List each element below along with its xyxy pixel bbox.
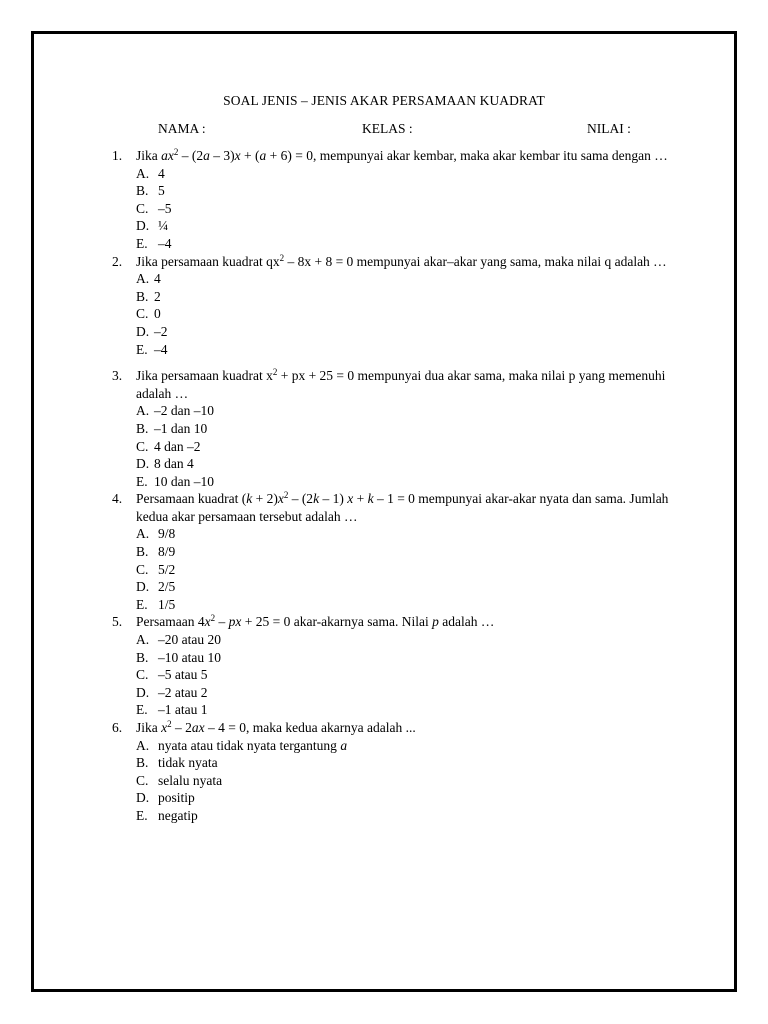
score-field-label: NILAI : [587, 121, 631, 136]
question-stem: Persamaan kuadrat $(k + 2)x^2 - (2k - 1)$ x + k – 1 = 0 mempunyai akar-akar nyata dan sama. Jumlah kedua akar persamaan tersebut adalah … [136, 490, 669, 524]
question-1 [112, 147, 682, 253]
option-b: B. tidak nyata [136, 755, 218, 771]
question-number: 5. [112, 614, 123, 630]
answer-options [136, 165, 682, 253]
option-c: C. 4 dan –2 [136, 438, 201, 454]
option-b: B. –10 atau 10 [136, 649, 221, 665]
option-c: C. selalu nyata [136, 772, 223, 788]
answer-options [136, 525, 682, 613]
option-c: C. 5/2 [136, 561, 176, 577]
question-3 [112, 367, 682, 490]
option-e: E. 1/5 [136, 596, 176, 612]
option-a: A. 4 [136, 271, 161, 287]
question-number: 2. [112, 253, 123, 269]
option-e: E. 10 dan –10 [136, 473, 214, 489]
worksheet-title: SOAL JENIS – JENIS AKAR PERSAMAAN KUADRAT [223, 93, 545, 108]
option-a: A. –20 atau 20 [136, 632, 221, 648]
option-b: B. –1 dan 10 [136, 420, 208, 436]
option-c: C. –5 [136, 200, 172, 216]
option-d: D. 8 dan 4 [136, 456, 194, 472]
question-number: 3. [112, 368, 123, 384]
option-d: D. positip [136, 790, 195, 806]
option-e: E. –1 atau 1 [136, 702, 208, 718]
option-e: E. –4 [136, 235, 172, 251]
question-stem: Jika persamaan kuadrat $qx^2 - 8x + 8 = 0$ mempunyai akar–akar yang sama, maka nilai q adalah … [136, 252, 667, 269]
option-a: A. 4 [136, 165, 165, 181]
option-d: D. –2 atau 2 [136, 684, 208, 700]
option-b: B. 2 [136, 288, 161, 304]
question-stem: Jika $x^2 - 2ax - 4 = 0$, maka kedua akarnya adalah ... [136, 719, 416, 735]
question-2 [112, 253, 682, 359]
option-c: C. 0 [136, 306, 161, 322]
answer-options [136, 631, 682, 719]
question-6 [112, 719, 682, 825]
question-5 [112, 613, 682, 719]
question-number: 6. [112, 720, 123, 735]
question-stem: Jika $ax^2 - (2a - 3)x + (a + 6) = 0$, mempunyai akar kembar, maka akar kembar itu sama dengan … [136, 147, 668, 163]
option-a: A. –2 dan –10 [136, 403, 214, 419]
option-b: B. 8/9 [136, 544, 176, 560]
option-d: D. –2 [136, 323, 168, 339]
question-number: 4. [112, 491, 123, 507]
question-4 [112, 490, 682, 613]
option-b: B. 5 [136, 183, 165, 199]
option-a: A. 9/8 [136, 526, 176, 542]
question-list [112, 147, 682, 825]
name-field-label: NAMA : [158, 121, 206, 136]
option-e: E. negatip [136, 807, 198, 823]
class-field-label: KELAS : [362, 121, 413, 136]
option-e: E. –4 [136, 341, 168, 357]
option-c: C. –5 atau 5 [136, 667, 208, 683]
answer-options [136, 402, 682, 490]
option-d: D. 2/5 [136, 579, 176, 595]
option-d: D. ¼ [136, 218, 169, 234]
option-a: A. nyata atau tidak nyata tergantung a [136, 737, 348, 753]
answer-options [136, 270, 682, 358]
question-number: 1. [112, 148, 123, 163]
question-stem: Jika persamaan kuadrat $x^2$ + px + 25 = 0 mempunyai dua akar sama, maka nilai p yang memenuhi adalah … [136, 367, 666, 401]
answer-options [136, 737, 682, 825]
question-stem: Persamaan $4x^2$ – px + 25 = 0 akar-akarnya sama. Nilai p adalah … [136, 613, 495, 630]
